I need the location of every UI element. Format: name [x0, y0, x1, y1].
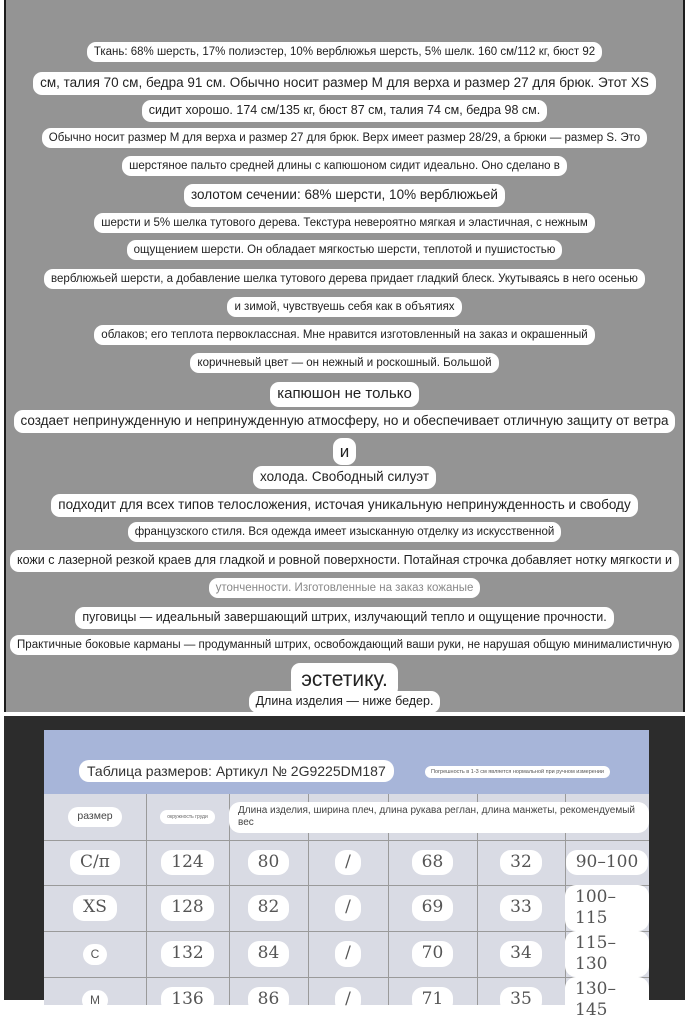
cuff-value: 32 [500, 850, 542, 875]
text-chip: коричневый цвет — он нежный и роскошный. Большой [190, 353, 498, 373]
header-columns-cell [229, 794, 649, 840]
desc-line [6, 494, 683, 517]
measurement-note: Погрешность в 1-3 см является нормальной при ручном измерении [425, 766, 610, 778]
sleeve-cell [308, 840, 388, 885]
length-cell [229, 885, 308, 931]
chest-cell [146, 885, 229, 931]
desc-line [6, 128, 683, 148]
desc-line [6, 550, 683, 572]
size-table-section [4, 716, 685, 1020]
cuff-value: 35 [500, 987, 542, 1012]
desc-line [6, 578, 683, 598]
shoulder-cell [388, 885, 477, 931]
text-chip: шерстяное пальто средней длины с капюшоном сидит идеально. Оно сделано в [122, 156, 567, 176]
length-cell [229, 840, 308, 885]
text-chip: и зимой, чувствуешь себя как в объятиях [227, 297, 461, 317]
chest-cell [146, 977, 229, 1023]
text-chip: Обычно носит размер M для верха и размер 27 для брюк. Верх имеет размер 28/29, а брюки — размер S. Это [42, 128, 647, 148]
sleeve-cell [308, 977, 388, 1023]
chest-value: 124 [161, 850, 213, 875]
size-cell [44, 840, 146, 885]
shoulder-value: 68 [412, 850, 454, 875]
size-header-label: размер [68, 807, 121, 826]
chest-cell [146, 931, 229, 977]
text-chip: пуговицы — идеальный завершающий штрих, излучающий тепло и ощущение прочности. [75, 607, 613, 629]
text-chip: Практичные боковые карманы — продуманный штрих, освобождающий ваши руки, не нарушая общую минималистичную [10, 635, 679, 655]
chest-value: 136 [161, 987, 213, 1012]
length-value: 86 [248, 987, 290, 1012]
cuff-cell [477, 977, 565, 1023]
text-chip: золотом сечении: 68% шерсти, 10% верблюжьей [184, 184, 505, 207]
cuff-value: 33 [500, 895, 542, 920]
shoulder-value: 71 [412, 987, 454, 1012]
size-value: С/п [70, 850, 120, 875]
size-value: XS [73, 895, 117, 920]
chest-value: 132 [161, 941, 213, 966]
desc-line [6, 410, 683, 433]
shoulder-cell [388, 931, 477, 977]
sleeve-value: / [335, 941, 361, 966]
chest-cell [146, 840, 229, 885]
size-value: С [83, 944, 108, 965]
chest-value: 128 [161, 895, 213, 920]
sleeve-cell [308, 885, 388, 931]
desc-line [6, 297, 683, 317]
weight-cell [565, 885, 649, 931]
desc-line [6, 100, 683, 122]
desc-line [6, 213, 683, 233]
desc-line [6, 466, 683, 489]
sleeve-value: / [335, 895, 361, 920]
length-value: 80 [248, 850, 290, 875]
sleeve-value: / [335, 850, 361, 875]
weight-value: 115–130 [565, 931, 649, 978]
chest-header-label: окружность груди [160, 810, 215, 824]
text-chip: сидит хорошо. 174 см/135 кг, бюст 87 см, талия 74 см, бедра 98 см. [142, 100, 547, 122]
size-table [44, 730, 649, 1020]
weight-cell [565, 840, 649, 885]
size-cell [44, 977, 146, 1023]
text-chip: Длина изделия — ниже бедер. [249, 691, 441, 713]
desc-line [6, 72, 683, 95]
shoulder-value: 69 [412, 895, 454, 920]
size-grid [44, 794, 649, 1020]
length-cell [229, 931, 308, 977]
text-chip: капюшон не только [270, 382, 419, 407]
shoulder-cell [388, 977, 477, 1023]
desc-line [6, 325, 683, 345]
weight-value: 100–115 [565, 885, 649, 932]
length-value: 84 [248, 941, 290, 966]
text-chip: подходит для всех типов телосложения, источая уникальную непринужденность и свободу [51, 494, 637, 517]
desc-line [6, 353, 683, 373]
text-chip: верблюжьей шерсти, а добавление шелка тутового дерева придает гладкий блеск. Укутываясь в него осенью [44, 269, 645, 289]
cuff-cell [477, 840, 565, 885]
desc-line [6, 184, 683, 207]
desc-line [6, 156, 683, 176]
desc-line [6, 382, 683, 407]
size-value: М [82, 990, 108, 1011]
desc-line [6, 607, 683, 629]
weight-value: 90–100 [566, 850, 649, 875]
length-cell [229, 977, 308, 1023]
header-small-cell [146, 794, 229, 840]
size-table-title: Таблица размеров: Артикул № 2G9225DM187 [79, 760, 394, 782]
cuff-cell [477, 885, 565, 931]
weight-cell [565, 977, 649, 1023]
text-chip: облаков; его теплота первоклассная. Мне нравится изготовленный на заказ и окрашенный [94, 325, 594, 345]
sleeve-cell [308, 931, 388, 977]
weight-cell [565, 931, 649, 977]
size-cell [44, 931, 146, 977]
header-size-cell [44, 794, 146, 840]
text-chip: создает непринужденную и непринужденную атмосферу, но и обеспечивает отличную защиту от ветра [14, 410, 676, 433]
text-chip: Ткань: 68% шерсть, 17% полиэстер, 10% верблюжья шерсть, 5% шелк. 160 см/112 кг, бюст 92 [87, 42, 602, 62]
shoulder-value: 70 [412, 941, 454, 966]
desc-line [6, 240, 683, 260]
product-description [4, 0, 685, 712]
cuff-cell [477, 931, 565, 977]
text-chip: французского стиля. Вся одежда имеет изысканную отделку из искусственной [128, 522, 562, 542]
text-chip: см, талия 70 см, бедра 91 см. Обычно носит размер M для верха и размер 27 для брюк. Этот XS [33, 72, 656, 95]
sleeve-value: / [335, 987, 361, 1012]
desc-line [6, 635, 683, 655]
desc-line [6, 269, 683, 289]
text-chip: эстетику. [291, 663, 398, 697]
columns-header-label: Длина изделия, ширина плеч, длина рукава реглан, длина манжеты, рекомендуемый вес [229, 802, 649, 833]
length-value: 82 [248, 895, 290, 920]
text-chip: утонченности. Изготовленные на заказ кожаные [209, 578, 481, 598]
desc-line [6, 42, 683, 62]
cuff-value: 34 [500, 941, 542, 966]
desc-line [6, 522, 683, 542]
size-cell [44, 885, 146, 931]
text-chip: кожи с лазерной резкой краев для гладкой и ровной поверхности. Потайная строчка добавляет нотку мягкости и [10, 550, 679, 572]
text-chip: и [333, 438, 357, 465]
desc-line [6, 691, 683, 713]
text-chip: ощущением шерсти. Он обладает мягкостью шерсти, теплотой и пушистостью [127, 240, 563, 260]
size-table-header [44, 730, 649, 794]
desc-line [6, 438, 683, 465]
shoulder-cell [388, 840, 477, 885]
weight-value: 130–145 [565, 977, 649, 1023]
text-chip: шерсти и 5% шелка тутового дерева. Текстура невероятно мягкая и эластичная, с нежным [94, 213, 595, 233]
text-chip: холода. Свободный силуэт [253, 466, 436, 489]
